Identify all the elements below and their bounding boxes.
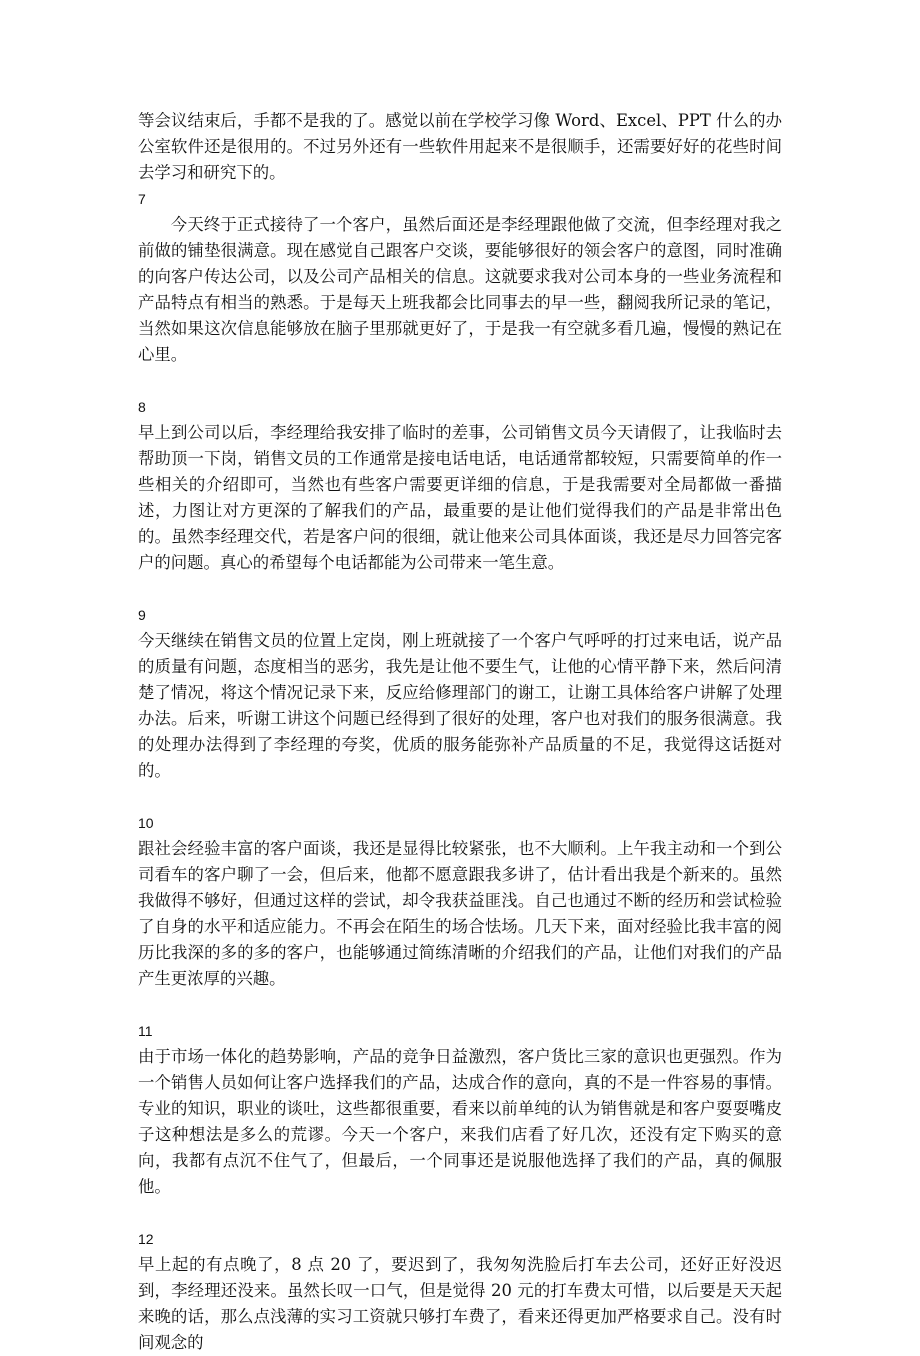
entry-text-9: 今天继续在销售文员的位置上定岗，刚上班就接了一个客户气呼呼的打过来电话，说产品的质量有问题，态度相当的恶劣，我先是让他不要生气，让他的心情平静下来，然后问清楚了情况，将这个情况记录下来，反应给修理部门的谢工，让谢工具体给客户讲解了处理办法。后来，听谢工讲这个问题已经得到了很好的处理，客户也对我们的服务很满意。我的处理办法得到了李经理的夸奖，优质的服务能弥补产品质量的不足，我觉得这话挺对的。 bbox=[138, 631, 782, 780]
entry-text-10: 跟社会经验丰富的客户面谈，我还是显得比较紧张，也不大顺利。上午我主动和一个到公司看车的客户聊了一会，但后来，他都不愿意跟我多讲了，估计看出我是个新来的。虽然我做得不够好，但通过这样的尝试，却令我获益匪浅。自己也通过不断的经历和尝试检验了自身的水平和适应能力。不再会在陌生的场合怯场。几天下来，面对经验比我丰富的阅历比我深的多的多的客户，也能够通过简练清晰的介绍我们的产品，让他们对我们的产品产生更浓厚的兴趣。 bbox=[138, 839, 782, 988]
entry-number-10: 10 bbox=[138, 815, 154, 831]
paragraph-gap bbox=[138, 992, 782, 1018]
entry-number-9: 9 bbox=[138, 607, 146, 623]
intro-paragraph: 等会议结束后，手都不是我的了。感觉以前在学校学习像 Word、Excel、PPT 什么的办公室软件还是很用的。不过另外还有一些软件用起来不是很顺手，还需要好好的花些时间去学习和研究下的。 bbox=[138, 111, 782, 182]
entry-number-11: 11 bbox=[138, 1023, 153, 1039]
entry-text-11: 由于市场一体化的趋势影响，产品的竞争日益激烈，客户货比三家的意识也更强烈。作为一个销售人员如何让客户选择我们的产品，达成合作的意向，真的不是一件容易的事情。专业的知识，职业的谈吐，这些都很重要，看来以前单纯的认为销售就是和客户耍耍嘴皮子这种想法是多么的荒谬。今天一个客户，来我们店看了好几次，还没有定下购买的意向，我都有点沉不住气了，但最后，一个同事还是说服他选择了我们的产品，真的佩服他。 bbox=[138, 1047, 782, 1196]
entry-number-12: 12 bbox=[138, 1231, 154, 1247]
entry-text-7: 今天终于正式接待了一个客户，虽然后面还是李经理跟他做了交流，但李经理对我之前做的铺垫很满意。现在感觉自己跟客户交谈，要能够很好的领会客户的意图，同时准确的向客户传达公司，以及公司产品相关的信息。这就要求我对公司本身的一些业务流程和产品特点有相当的熟悉。于是每天上班我都会比同事去的早一些，翻阅我所记录的笔记，当然如果这次信息能够放在脑子里那就更好了，于是我一有空就多看几遍，慢慢的熟记在心里。 bbox=[138, 215, 782, 364]
entry-number-7: 7 bbox=[138, 191, 146, 207]
entry-text-8: 早上到公司以后，李经理给我安排了临时的差事，公司销售文员今天请假了，让我临时去帮助顶一下岗，销售文员的工作通常是接电话电话，电话通常都较短，只需要简单的作一些相关的介绍即可，当然也有些客户需要更详细的信息，于是我需要对全局都做一番描述，力图让对方更深的了解我们的产品，最重要的是让他们觉得我们的产品是非常出色的。虽然李经理交代，若是客户问的很细，就让他来公司具体面谈，我还是尽力回答完客户的问题。真心的希望每个电话都能为公司带来一笔生意。 bbox=[138, 423, 782, 572]
paragraph-gap bbox=[138, 368, 782, 394]
entry-text-12: 早上起的有点晚了，8 点 20 了，要迟到了，我匆匆洗脸后打车去公司，还好正好没迟到，李经理还没来。虽然长叹一口气，但是觉得 20 元的打车费太可惜，以后要是天天起来晚的话，那么点浅薄的实习工资就只够打车费了，看来还得更加严格要求自己。没有时间观念的 bbox=[138, 1255, 782, 1352]
entry-number-8: 8 bbox=[138, 399, 146, 415]
paragraph-gap bbox=[138, 576, 782, 602]
paragraph-gap bbox=[138, 1200, 782, 1226]
paragraph-gap bbox=[138, 784, 782, 810]
